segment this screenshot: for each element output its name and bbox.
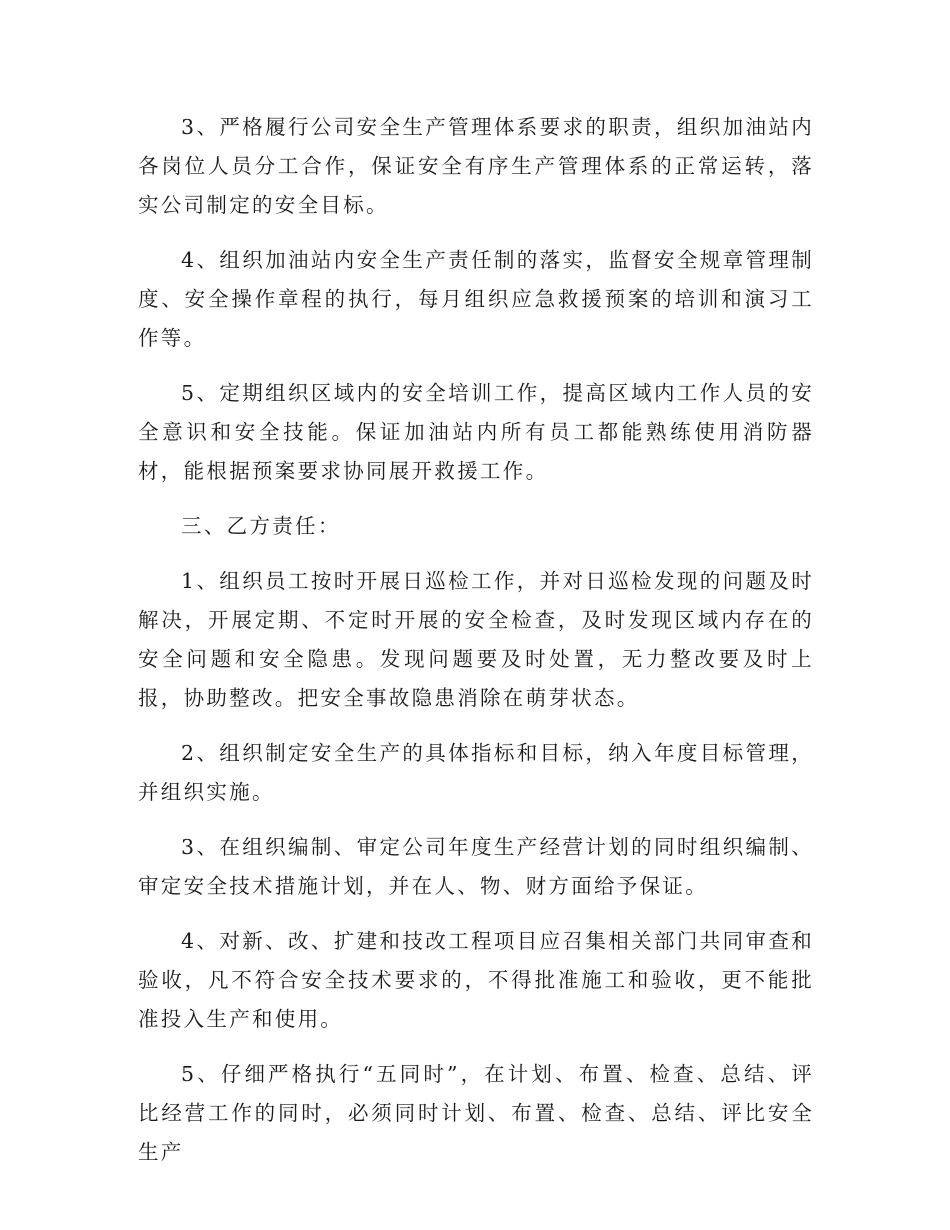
paragraph-item-5: 5、定期组织区域内的安全培训工作，提高区域内工作人员的安全意识和安全技能。保证加油站内所有员工都能熟练使用消防器材，能根据预案要求协同展开救援工作。: [138, 381, 814, 483]
paragraph-party-b-2: 2、组织制定安全生产的具体指标和目标，纳入年度目标管理，并组织实施。: [138, 741, 814, 804]
paragraph-party-b-3: 3、在组织编制、审定公司年度生产经营计划的同时组织编制、审定安全技术措施计划，并在人、物、财方面给予保证。: [138, 835, 814, 898]
paragraph-party-b-4: 4、对新、改、扩建和技改工程项目应召集相关部门共同审查和验收，凡不符合安全技术要求的，不得批准施工和验收，更不能批准投入生产和使用。: [138, 929, 814, 1031]
paragraph-item-4: 4、组织加油站内安全生产责任制的落实，监督安全规章管理制度、安全操作章程的执行，每月组织应急救援预案的培训和演习工作等。: [138, 248, 814, 350]
paragraph-party-b-5: 5、仔细严格执行“五同时”，在计划、布置、检查、总结、评比经营工作的同时，必须同时计划、布置、检查、总结、评比安全生产: [138, 1062, 814, 1164]
section-heading: 三、乙方责任：: [181, 514, 341, 538]
paragraph-party-b-1: 1、组织员工按时开展日巡检工作，并对日巡检发现的问题及时解决，开展定期、不定时开展的安全检查，及时发现区域内存在的安全问题和安全隐患。发现问题要及时处置，无力整改要及时上报，协助整改。把安全事故隐患消除在萌芽状态。: [138, 569, 814, 710]
document-page: [138, 108, 814, 1188]
paragraph-item-3: 3、严格履行公司安全生产管理体系要求的职责，组织加油站内各岗位人员分工合作，保证安全有序生产管理体系的正常运转，落实公司制定的安全目标。: [138, 115, 814, 217]
